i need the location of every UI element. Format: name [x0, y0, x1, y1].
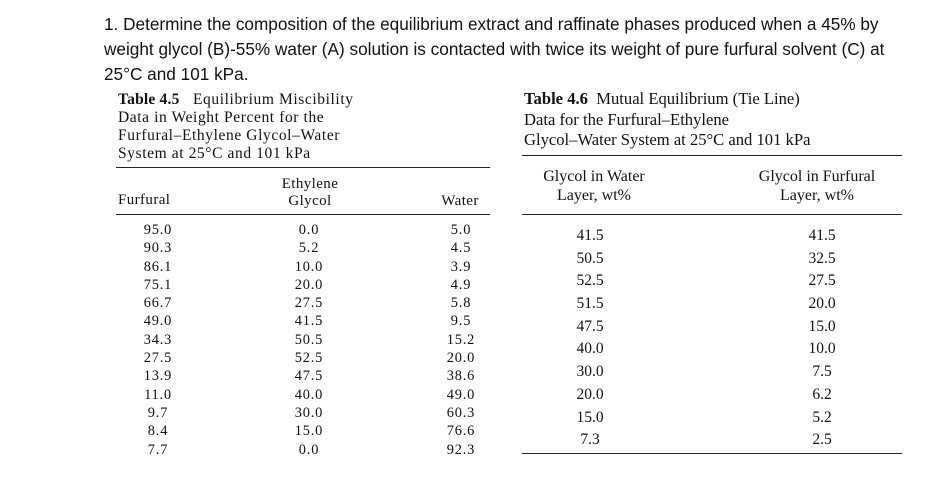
table-cell: 34.3 — [143, 331, 173, 348]
table-cell: 4.5 — [450, 240, 472, 257]
table-cell: 92.3 — [446, 441, 476, 458]
table-cell: 50.5 — [294, 331, 324, 348]
table-4-6-title-3: Glycol–Water System at 25°C and 101 kPa — [524, 130, 811, 149]
table-cell: 20.0 — [294, 276, 324, 293]
table-cell: 5.2 — [812, 408, 832, 426]
table-cell: 38.6 — [446, 368, 476, 385]
table-cell: 27.5 — [294, 295, 324, 312]
table-cell: 10.0 — [294, 258, 324, 275]
table-4-6-title-2: Data for the Furfural–Ethylene — [524, 109, 730, 129]
table-4-5-header-rule — [116, 214, 490, 215]
table-4-6-top-rule — [522, 155, 902, 156]
header-glycol-water-layer — [524, 167, 664, 205]
table-cell: 27.5 — [143, 350, 173, 367]
table-cell: 7.3 — [580, 431, 600, 449]
header-glycol-line2: Glycol — [288, 193, 332, 209]
table-cell: 41.5 — [294, 313, 324, 330]
table-4-5-top-rule — [116, 167, 490, 168]
table-cell: 9.5 — [450, 313, 472, 330]
table-cell: 66.7 — [143, 295, 173, 312]
table-cell: 7.7 — [147, 441, 169, 458]
table-4-5-title-4: System at 25°C and 101 kPa — [118, 145, 311, 162]
table-cell: 86.1 — [143, 258, 173, 275]
table-cell: 11.0 — [144, 386, 172, 403]
table-cell: 41.5 — [576, 227, 604, 244]
column-furfural — [128, 221, 188, 459]
table-4-6-label: Table 4.6 — [524, 89, 588, 108]
table-cell: 47.5 — [576, 317, 604, 335]
table-4-6-caption — [524, 89, 900, 151]
table-cell: 5.2 — [298, 240, 320, 257]
table-cell: 9.7 — [147, 404, 169, 421]
table-cell: 30.0 — [294, 404, 324, 421]
table-cell: 5.0 — [450, 222, 472, 238]
header-glycol-furfural-layer — [734, 167, 900, 205]
table-cell: 76.6 — [446, 423, 476, 440]
table-cell: 40.0 — [576, 340, 604, 358]
column-glycol-furfural-layer — [792, 225, 852, 452]
table-4-6-bottom-rule — [522, 453, 902, 454]
table-cell: 40.0 — [294, 386, 324, 403]
table-cell: 15.2 — [446, 331, 476, 348]
table-4-6 — [524, 89, 900, 449]
table-cell: 47.5 — [294, 368, 324, 385]
table-cell: 20.0 — [808, 295, 836, 313]
table-4-5-caption — [118, 91, 488, 163]
table-cell: 52.5 — [576, 272, 604, 290]
table-cell: 30.0 — [576, 363, 604, 381]
table-cell: 7.5 — [812, 363, 832, 381]
table-cell: 6.2 — [812, 385, 832, 403]
table-cell: 5.8 — [450, 295, 472, 312]
table-cell: 75.1 — [143, 276, 173, 293]
table-cell: 41.5 — [808, 227, 836, 244]
problem-statement: 1. Determine the composition of the equilibrium extract and raffinate phases produced when a 45% by weight glycol (B)-55% water (A) solution is contacted with twice its weight of pure furfural solvent (C) at 25°C and 101 kPa. — [104, 14, 885, 84]
column-glycol-water-layer — [560, 225, 620, 452]
table-cell: 15.0 — [294, 423, 324, 440]
header-furfural-layer-line1: Glycol in Furfural — [758, 168, 876, 185]
table-cell: 10.0 — [808, 340, 836, 358]
table-4-6-title-1: Mutual Equilibrium (Tie Line) — [596, 89, 800, 108]
table-cell: 3.9 — [450, 258, 472, 275]
table-cell: 50.5 — [576, 249, 604, 267]
table-cell: 13.9 — [143, 368, 173, 385]
table-cell: 52.5 — [294, 350, 324, 367]
table-cell: 15.0 — [576, 408, 604, 426]
table-4-5-title-3: Furfural–Ethylene Glycol–Water — [118, 127, 341, 144]
table-cell: 49.0 — [446, 386, 476, 403]
header-water-layer-line2: Layer, wt% — [557, 187, 631, 204]
table-4-5-title-1: Equilibrium Miscibility — [192, 91, 354, 108]
header-ethylene-glycol — [260, 176, 360, 210]
header-glycol-line1: Ethylene — [281, 176, 339, 192]
header-water: Water — [441, 193, 479, 209]
header-furfural-layer-line2: Layer, wt% — [780, 187, 854, 204]
table-cell: 0.0 — [298, 441, 320, 458]
table-cell: 27.5 — [808, 272, 836, 290]
table-cell: 60.3 — [446, 404, 476, 421]
table-4-5-label: Table 4.5 — [118, 91, 180, 108]
table-cell: 32.5 — [808, 249, 836, 267]
column-ethylene-glycol — [276, 221, 342, 459]
table-cell: 8.4 — [147, 423, 169, 440]
table-cell: 2.5 — [812, 431, 832, 449]
table-cell: 95.0 — [143, 222, 173, 238]
table-cell: 4.9 — [450, 276, 472, 293]
table-cell: 51.5 — [576, 295, 604, 313]
table-cell: 20.0 — [576, 385, 604, 403]
table-cell: 15.0 — [808, 317, 836, 335]
table-cell: 20.0 — [446, 350, 476, 367]
table-4-6-header-rule — [522, 214, 902, 215]
column-water — [436, 221, 486, 459]
table-cell: 49.0 — [143, 313, 173, 330]
table-cell: 0.0 — [298, 222, 320, 238]
table-4-5-title-2: Data in Weight Percent for the — [118, 109, 325, 126]
table-4-5 — [118, 91, 488, 458]
header-furfural: Furfural — [118, 192, 171, 208]
table-cell: 90.3 — [143, 240, 173, 257]
header-water-layer-line1: Glycol in Water — [543, 168, 645, 185]
